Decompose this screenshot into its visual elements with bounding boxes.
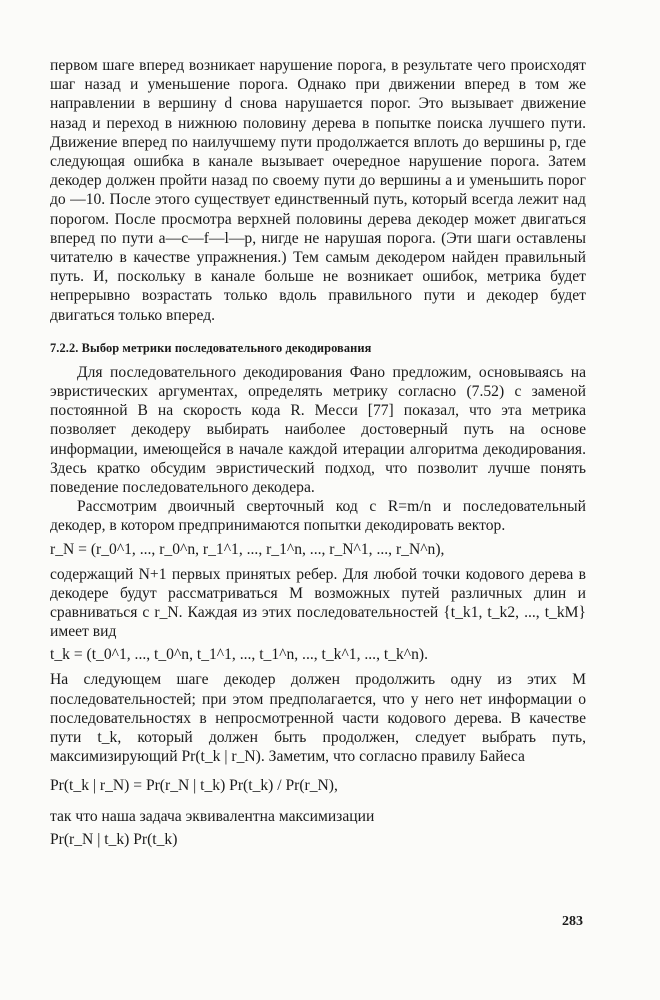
equation-path-vector: t_k = (t_0^1, ..., t_0^n, t_1^1, ..., t_1^n, ..., t_k^1, ..., t_k^n).: [50, 646, 428, 664]
page-body: [50, 56, 586, 855]
paragraph-1: первом шаге вперед возникает нарушение порога, в результате чего происходят шаг назад и уменьшение порога. Однако при движении вперед в том же направлении в вершину d снова нарушается порог. Это вызывает движение назад и переход в нижнюю половину дерева в попытке поиска лучшего пути. Движение вперед по наилучшему пути продолжается вплоть до вершины p, где следующая ошибка в канале вызывает очередное нарушение порога. Затем декодер должен пройти назад по своему пути до вершины a и уменьшить порог до —10. После этого существует единственный путь, который всегда лежит над порогом. После просмотра верхней половины дерева декодер может двигаться вперед по пути a—c—f—l—p, нигде не нарушая порога. (Эти шаги оставлены читателю в качестве упражнения.) Тем самым декодером найден правильный путь. И, поскольку в канале больше не возникает ошибок, метрика будет непрерывно возрастать только вдоль правильного пути и декодер будет двигаться только вперед.: [50, 57, 586, 324]
paragraph-5: На следующем шаге декодер должен продолжить одну из этих M последовательностей; при этом предполагается, что у него нет информации о последовательностях в непросмотренной части кодового дерева. В качестве пути t_k, который должен быть продолжен, следует выбрать путь, максимизирующий Pr(t_k | r_N). Заметим, что согласно правилу Байеса: [50, 671, 586, 766]
paragraph-6: так что наша задача эквивалентна максимизации: [50, 807, 375, 825]
section-heading: 7.2.2. Выбор метрики последовательного декодирования: [50, 340, 372, 355]
equation-maximize: Pr(r_N | t_k) Pr(t_k): [50, 830, 178, 848]
paragraph-4: содержащий N+1 первых принятых ребер. Для любой точки кодового дерева в декодере будут рассматриваться M возможных путей различных длин и сравниваться с r_N. Каждая из этих последовательностей {t_k1, t_k2, ..., t_kM} имеет вид: [50, 565, 586, 641]
page-number: 283: [562, 914, 583, 929]
equation-received-vector: r_N = (r_0^1, ..., r_0^n, r_1^1, ..., r_1^n, ..., r_N^1, ..., r_N^n),: [50, 540, 445, 558]
equation-bayes: Pr(t_k | r_N) = Pr(r_N | t_k) Pr(t_k) / Pr(r_N),: [50, 776, 338, 794]
paragraph-2: Для последовательного декодирования Фано предложим, основываясь на эвристических аргументах, определять метрику согласно (7.52) с заменой постоянной B на скорость кода R. Месси [77] показал, что эта метрика позволяет декодеру выбирать наиболее достоверный путь на основе информации, имеющейся в начале каждой итерации алгоритма декодирования. Здесь кратко обсудим эвристический подход, что позволит лучше понять поведение последовательного декодера.: [50, 363, 586, 497]
paragraph-3: Рассмотрим двоичный сверточный код с R=m/n и последовательный декодер, в котором предпринимаются попытки декодировать вектор.: [50, 498, 586, 535]
